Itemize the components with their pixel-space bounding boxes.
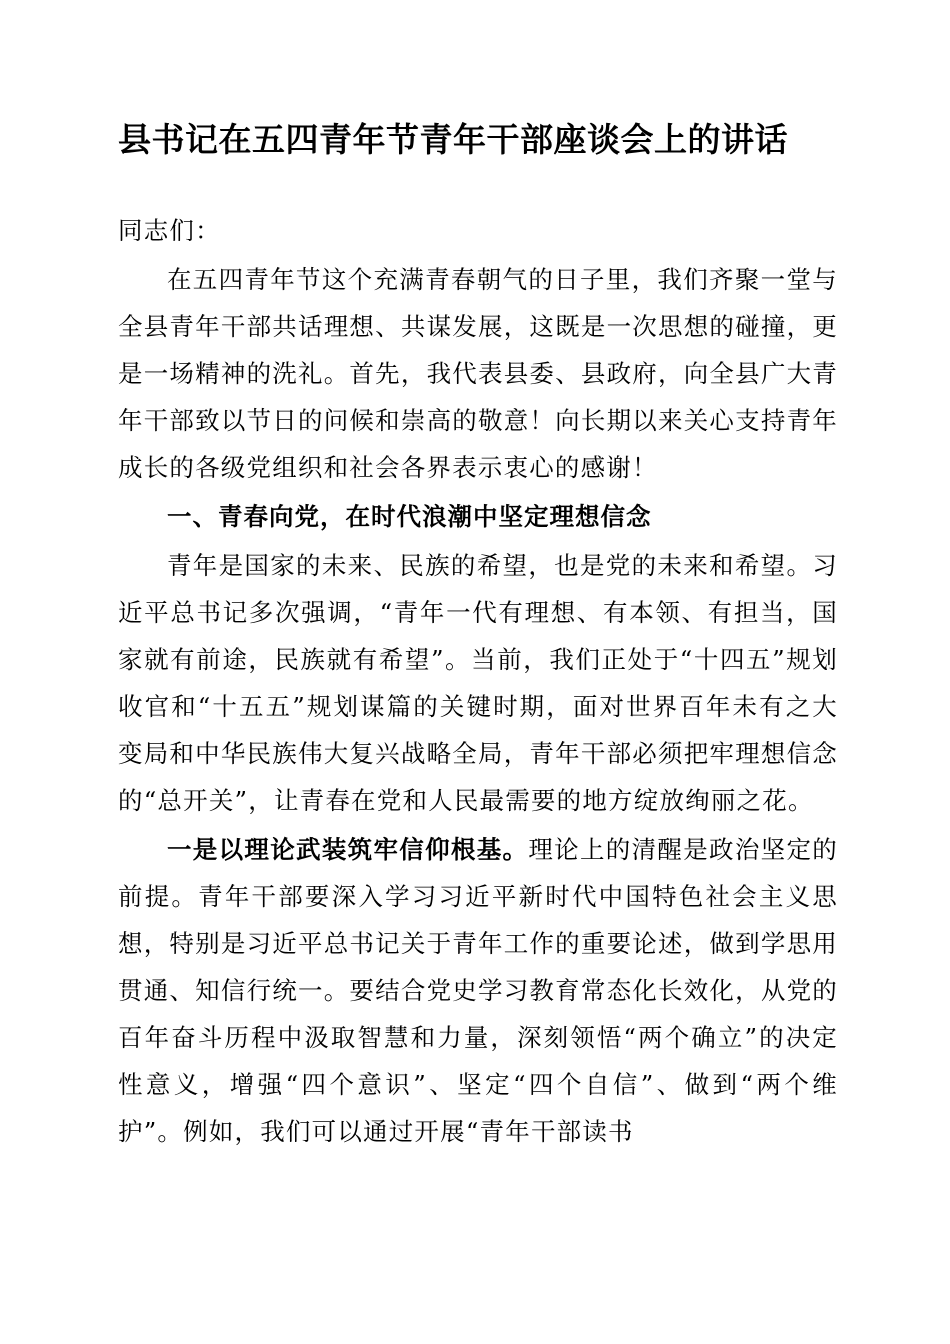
section-heading-one: 一、青春向党，在时代浪潮中坚定理想信念 [167, 501, 652, 531]
salutation: 同志们： [118, 215, 221, 245]
opening-paragraph: 在五四青年节这个充满青春朝气的日子里，我们齐聚一堂与全县青年干部共话理想、共谋发展，这既是一次思想的碰撞，更是一场精神的洗礼。首先，我代表县委、县政府，向全县广大青年干部致以节日的问候和崇高的敬意！向长期以来关心支持青年成长的各级党组织和社会各界表示衷心的感谢！ [118, 264, 838, 482]
point-one-lead: 一是以理论武装筑牢信仰根基。 [167, 834, 529, 864]
section-one-point-one [118, 826, 838, 1155]
section-one-paragraph-1: 青年是国家的未来、民族的希望，也是党的未来和希望。习近平总书记多次强调，“青年一代有理想、有本领、有担当，国家就有前途，民族就有希望”。当前，我们正处于“十四五”规划收官和“十五五”规划谋篇的关键时期，面对世界百年未有之大变局和中华民族伟大复兴战略全局，青年干部必须把牢理想信念的“总开关”，让青春在党和人民最需要的地方绽放绚丽之花。 [118, 550, 838, 815]
page-title: 县书记在五四青年节青年干部座谈会上的讲话 [118, 120, 788, 159]
point-one-body: 理论上的清醒是政治坚定的前提。青年干部要深入学习习近平新时代中国特色社会主义思想，特别是习近平总书记关于青年工作的重要论述，做到学思用贯通、知信行统一。要结合党史学习教育常态化长效化，从党的百年奋斗历程中汲取智慧和力量，深刻领悟“两个确立”的决定性意义，增强“四个意识”、坚定“四个自信”、做到“两个维护”。例如，我们可以通过开展“青年干部读书 [118, 834, 838, 1146]
